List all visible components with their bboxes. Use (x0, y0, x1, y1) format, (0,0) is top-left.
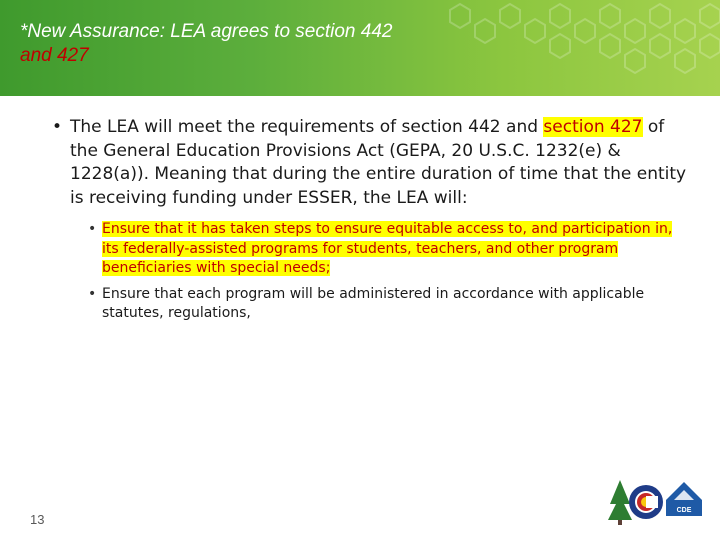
page-number: 13 (30, 512, 45, 527)
main-bullet-text-end: of the General Education Provisions Act (GEPA, 20 U.S.C. 1232(e) & 1228(a)). Meaning that during the entire duration of time that the entity is receiving funding under ESSER, the LEA will: (70, 117, 687, 208)
slide-title (20, 20, 510, 68)
sub-bullet-program-administration (88, 285, 690, 324)
cde-logo-text: CDE (676, 507, 692, 514)
main-bullet-text-start: The LEA will meet the requirements of section 442 and (70, 117, 539, 137)
title-banner (0, 0, 720, 96)
bullet-dot: • (88, 285, 97, 302)
sub-bullet-text: Ensure that each program will be administered in accordance with applicable statutes, regulations, (102, 285, 645, 321)
sub-bullet-text: Ensure that it has taken steps to ensure equitable access to, and participation in, its federally-assisted programs for students, teachers, and other program beneficiaries with special needs; (102, 221, 673, 276)
bullet-dot: • (52, 117, 63, 137)
bullet-dot: • (88, 221, 97, 237)
slide-body (50, 116, 690, 324)
slide-title-line2: and 427 (20, 45, 89, 66)
cde-logo (606, 474, 710, 526)
sub-bullet-equitable-access (88, 220, 690, 279)
main-bullet (50, 116, 690, 210)
section-427-highlight: section 427 (543, 117, 643, 137)
sub-bullet-list (50, 220, 690, 324)
slide-title-line1: *New Assurance: LEA agrees to section 442 (20, 21, 393, 42)
